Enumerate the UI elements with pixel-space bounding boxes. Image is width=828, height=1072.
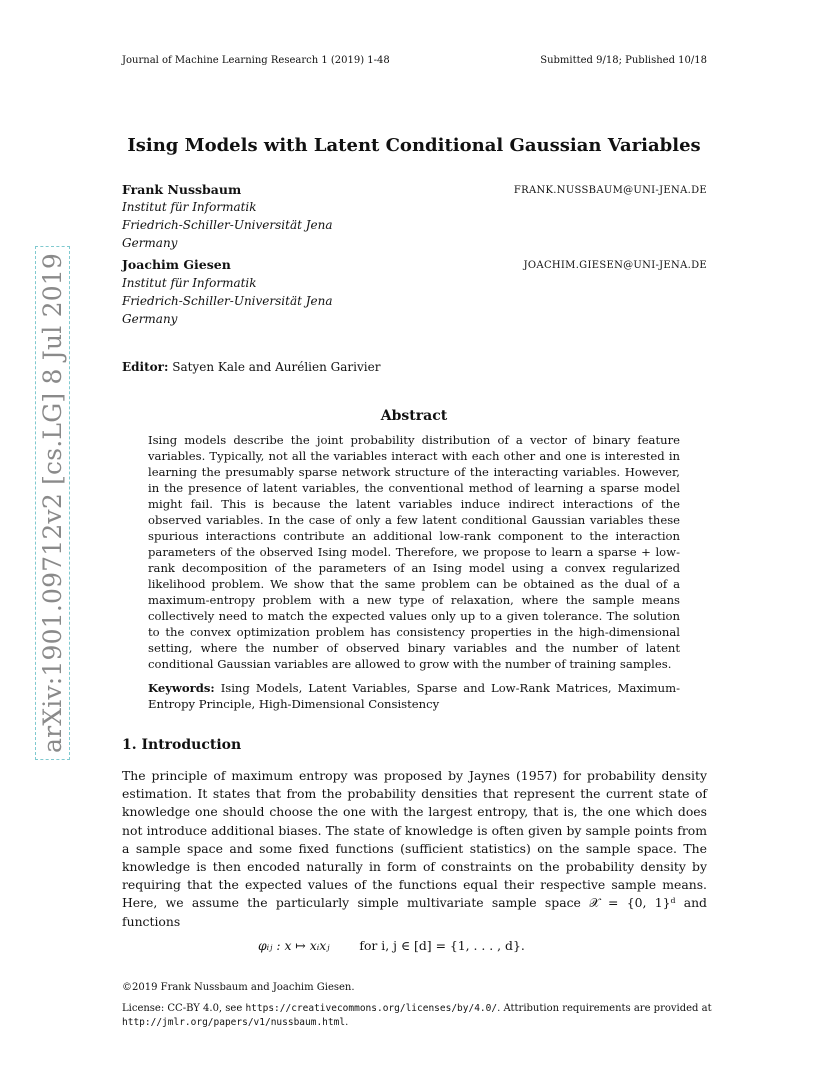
equation-lhs: φᵢⱼ : x ↦ xᵢxⱼ: [258, 938, 330, 953]
abstract-text: Ising models describe the joint probability distribution of a vector of binary feature variables. Typically, not all the variables interact with each other and one is interested in learning the presumably sparse network structure of the interacting variables. However, in the presence of latent variables, the conventional method of learning a sparse model might fail. This is because the latent variables induce indirect interactions of the observed variables. In the case of only a few latent conditional Gaussian variables these spurious interactions contribute an additional low-rank component to the interaction parameters of the observed Ising model. Therefore, we propose to learn a sparse + low-rank decomposition of the parameters of an Ising model using a convex regularized likelihood problem. We show that the same problem can be obtained as the dual of a maximum-entropy problem with a new type of relaxation, where the sample means collectively need to match the expected values only up to a given tolerance. The solution to the convex optimization problem has consistency properties in the high-dimensional setting, where the number of observed binary variables and the number of latent conditional Gaussian variables are allowed to grow with the number of training samples.: [148, 433, 680, 671]
affiliation-line: Friedrich-Schiller-Universität Jena: [122, 218, 333, 232]
editor-names: Satyen Kale and Aurélien Garivier: [172, 360, 381, 374]
arxiv-stamp[interactable]: arXiv:1901.09712v2 [cs.LG] 8 Jul 2019: [35, 246, 70, 760]
author-email-2[interactable]: JOACHIM.GIESEN@UNI-JENA.DE: [523, 260, 707, 271]
paper-link[interactable]: http://jmlr.org/papers/v1/nussbaum.html: [122, 1017, 346, 1028]
keywords-text: Ising Models, Latent Variables, Sparse and Low-Rank Matrices, Maximum-Entropy Principle, High-Dimensional Consistency: [148, 681, 680, 711]
affiliation-line: Germany: [122, 312, 178, 326]
affiliation-line: Friedrich-Schiller-Universität Jena: [122, 294, 333, 308]
author-email-1[interactable]: FRANK.NUSSBAUM@UNI-JENA.DE: [513, 185, 707, 196]
affiliation-line: Institut für Informatik: [122, 200, 257, 214]
license-suffix: .: [345, 1017, 349, 1028]
abstract-heading: Abstract: [380, 408, 448, 424]
affiliation-line: Institut für Informatik: [122, 276, 257, 290]
keywords: [148, 680, 680, 712]
author-name-1: Frank Nussbaum: [122, 182, 242, 197]
running-header-journal: Journal of Machine Learning Research 1 (2019) 1-48: [122, 55, 390, 66]
license-mid: . Attribution requirements are provided at: [497, 1003, 712, 1014]
license-prefix: License: CC-BY 4.0, see: [122, 1003, 246, 1014]
keywords-label: Keywords:: [148, 681, 215, 695]
equation-rhs: for i, j ∈ [d] = {1, . . . , d}.: [359, 938, 525, 953]
paper-title: Ising Models with Latent Conditional Gaussian Variables: [127, 135, 701, 156]
affiliation-line: Germany: [122, 236, 178, 250]
license-link[interactable]: https://creativecommons.org/licenses/by/4.0/: [245, 1003, 498, 1014]
license-notice: [122, 1002, 712, 1030]
section-heading: 1. Introduction: [122, 737, 242, 753]
editor-label: Editor:: [122, 360, 169, 374]
running-header-dates: Submitted 9/18; Published 10/18: [540, 55, 707, 66]
copyright-notice: ©2019 Frank Nussbaum and Joachim Giesen.: [122, 982, 355, 993]
introduction-text: The principle of maximum entropy was proposed by Jaynes (1957) for probability density estimation. It states that from the probability densities that represent the current state of knowledge one should choose the one with the largest entropy, that is, the one which does not introduce additional biases. The state of knowledge is often given by sample points from a sample space and some fixed functions (sufficient statistics) on the sample space. The knowledge is then encoded naturally in form of constraints on the probability density by requiring that the expected values of the functions equal their respective sample means. Here, we assume the particularly simple multivariate sample space 𝒳 = {0, 1}ᵈ and functions: [122, 768, 707, 929]
author-affiliation-2: [122, 274, 333, 328]
equation: [258, 938, 525, 953]
author-affiliation-1: [122, 198, 333, 252]
editor-line: [122, 360, 380, 374]
author-name-2: Joachim Giesen: [122, 257, 231, 272]
